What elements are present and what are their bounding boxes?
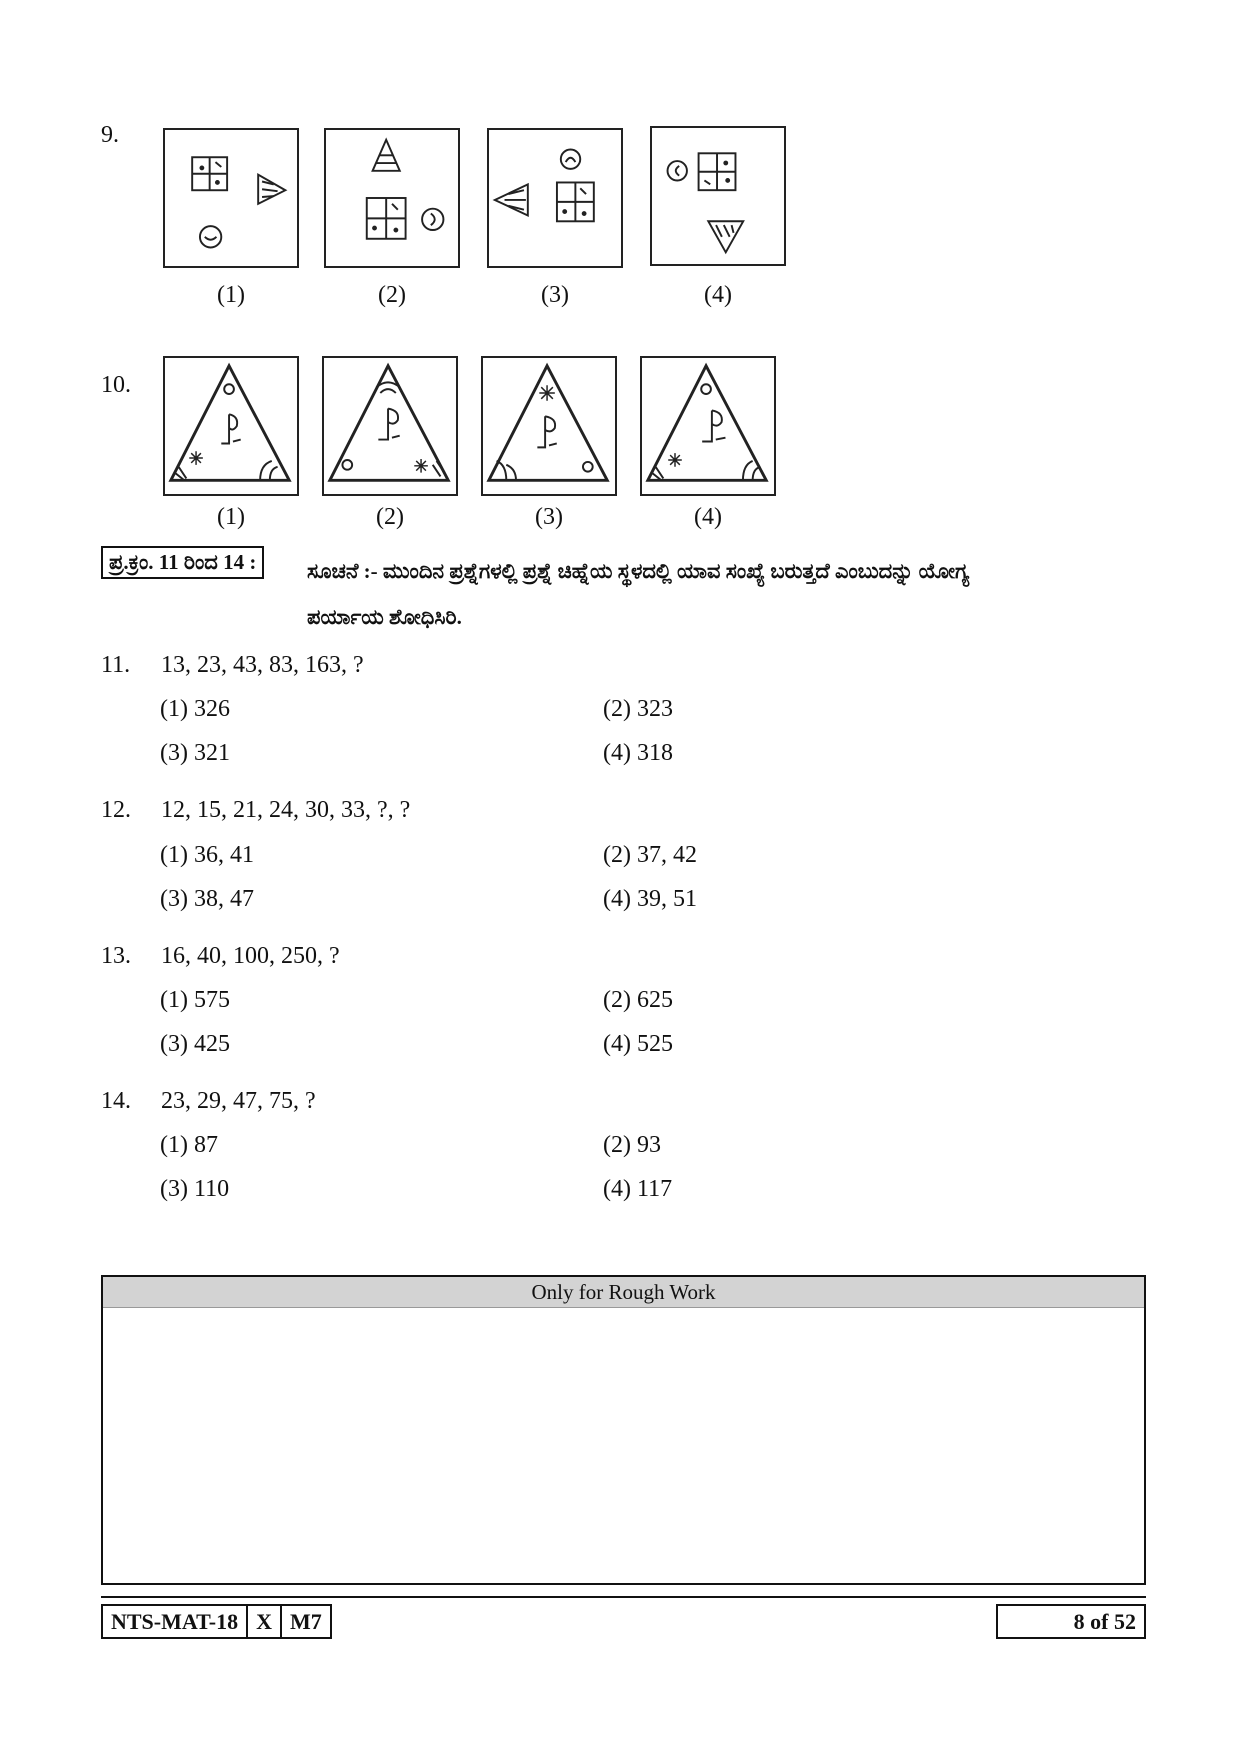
q14-option-2: (2) 93 — [603, 1132, 661, 1158]
footer-code: NTS-MAT-18 — [103, 1606, 248, 1637]
q14-option-3: (3) 110 — [160, 1176, 230, 1202]
q10-figure-3 — [481, 356, 617, 496]
footer-rule — [101, 1596, 1146, 1598]
q14-option-4: (4) 117 — [603, 1176, 673, 1202]
q11-option-1: (1) 326 — [160, 696, 230, 722]
q9-figure-3 — [487, 128, 623, 268]
q11-option-3: (3) 321 — [160, 740, 230, 766]
q11-option-4: (4) 318 — [603, 740, 673, 766]
q9-figure-4 — [650, 126, 786, 266]
rough-work-box — [101, 1275, 1146, 1585]
question-text: 13, 23, 43, 83, 163, ? — [161, 652, 364, 678]
q11-option-2: (2) 323 — [603, 696, 673, 722]
q9-caption-4: (4) — [704, 282, 732, 308]
q13-option-4: (4) 525 — [603, 1031, 673, 1057]
q9-figure-2 — [324, 128, 460, 268]
question-14 — [101, 1088, 316, 1115]
question-text: 12, 15, 21, 24, 30, 33, ?, ? — [161, 797, 411, 823]
footer-page-box — [996, 1604, 1146, 1639]
page-number: 8 of 52 — [1073, 1609, 1136, 1634]
footer-code-box — [101, 1604, 332, 1639]
question-12 — [101, 797, 410, 824]
question-10-number: 10. — [101, 372, 131, 398]
q12-option-1: (1) 36, 41 — [160, 842, 254, 868]
q14-option-1: (1) 87 — [160, 1132, 218, 1158]
rough-work-title: Only for Rough Work — [103, 1277, 1144, 1308]
q10-caption-2: (2) — [376, 504, 404, 530]
question-number: 11. — [101, 652, 131, 678]
q10-caption-1: (1) — [217, 504, 245, 530]
q12-option-4: (4) 39, 51 — [603, 886, 697, 912]
q13-option-1: (1) 575 — [160, 987, 230, 1013]
question-number: 14. — [101, 1088, 131, 1114]
question-13 — [101, 943, 340, 970]
instruction-label: ಪ್ರ.ಕ್ರಂ. 11 ರಿಂದ 14 : — [101, 546, 264, 579]
question-text: 23, 29, 47, 75, ? — [161, 1088, 316, 1114]
footer-class: X — [248, 1606, 282, 1637]
q9-caption-2: (2) — [378, 282, 406, 308]
instruction-line-2: ಪರ್ಯಾಯ ಶೋಧಿಸಿರಿ. — [307, 605, 462, 629]
q9-caption-3: (3) — [541, 282, 569, 308]
q10-caption-3: (3) — [535, 504, 563, 530]
q10-figure-2 — [322, 356, 458, 496]
q10-figure-4 — [640, 356, 776, 496]
question-text: 16, 40, 100, 250, ? — [161, 943, 340, 969]
question-number: 13. — [101, 943, 131, 969]
q13-option-2: (2) 625 — [603, 987, 673, 1013]
instruction-text — [307, 548, 969, 640]
q9-caption-1: (1) — [217, 282, 245, 308]
q12-option-2: (2) 37, 42 — [603, 842, 697, 868]
question-number: 12. — [101, 797, 131, 823]
question-9-number: 9. — [101, 122, 119, 148]
question-11 — [101, 652, 364, 679]
instruction-line-1: ಸೂಚನೆ :- ಮುಂದಿನ ಪ್ರಶ್ನೆಗಳಲ್ಲಿ ಪ್ರಶ್ನೆ ಚಿಹ್ನೆಯ ಸ್ಥಳದಲ್ಲಿ ಯಾವ ಸಂಖ್ಯೆ ಬರುತ್ತದೆ ಎಂಬುದನ್ನು ಯೋಗ್ಯ — [307, 559, 970, 583]
footer-set: M7 — [290, 1609, 322, 1634]
q10-figure-1 — [163, 356, 299, 496]
q9-figure-1 — [163, 128, 299, 268]
q10-caption-4: (4) — [694, 504, 722, 530]
q12-option-3: (3) 38, 47 — [160, 886, 254, 912]
q13-option-3: (3) 425 — [160, 1031, 230, 1057]
